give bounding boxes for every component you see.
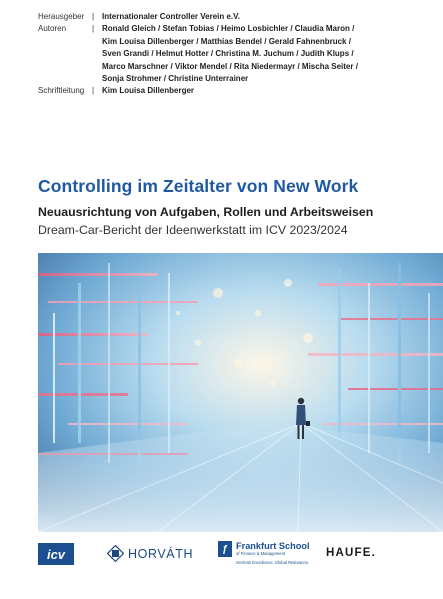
icv-logo: icv: [38, 543, 74, 565]
horvath-mark-icon: [107, 545, 124, 562]
cover-image: [38, 253, 443, 532]
credit-value: [102, 23, 402, 85]
credits-block: [38, 11, 402, 98]
credit-separator: |: [92, 86, 95, 96]
book-title: Controlling im Zeitalter von New Work: [38, 176, 359, 196]
horvath-wordmark: HORVÁTH: [128, 546, 194, 561]
author-line: Marco Marschner / Viktor Mendel / Rita Niedermayr / Mischa Seiter /: [102, 61, 358, 71]
credit-label: Herausgeber: [38, 12, 85, 21]
book-subtitle: Neuausrichtung von Aufgaben, Rollen und Arbeitsweisen: [38, 205, 374, 219]
credit-separator: |: [92, 24, 95, 34]
horvath-logo: [107, 545, 193, 562]
book-tagline: Dream-Car-Bericht der Ideenwerkstatt im ICV 2023/2024: [38, 223, 348, 237]
city-lights-illustration: [38, 253, 443, 532]
fs-name: Frankfurt School: [236, 541, 310, 551]
editor-name: Internationaler Controller Verein e.V.: [102, 12, 240, 21]
credit-row-editor: [38, 11, 402, 23]
fs-claim: German Excellence. Global Relevance.: [236, 560, 310, 565]
credit-label: Autoren: [38, 24, 67, 34]
editorial-name: Kim Louisa Dillenberger: [102, 86, 195, 96]
haufe-logo: HAUFE.: [326, 547, 377, 559]
credit-label: Schriftleitung: [38, 86, 85, 96]
frankfurt-school-logo: [218, 541, 310, 566]
credit-row-editorial: [38, 85, 402, 97]
credit-separator: |: [92, 12, 95, 21]
frankfurt-school-mark-icon: ƒ: [218, 541, 232, 557]
author-line: Sonja Strohmer / Christine Unterrainer: [102, 74, 249, 84]
credit-value: [102, 85, 402, 97]
fs-subname: of Finance & Management: [236, 551, 286, 556]
credit-row-authors: [38, 23, 402, 85]
author-line: Kim Louisa Dillenberger / Matthias Bendel / Gerald Fahnenbruck /: [102, 36, 351, 46]
author-line: Sven Grandi / Helmut Hotter / Christina M. Juchum / Judith Klups /: [102, 49, 354, 59]
credit-value: [102, 11, 402, 23]
author-line: Ronald Gleich / Stefan Tobias / Heimo Losbichler / Claudia Maron /: [102, 24, 355, 34]
